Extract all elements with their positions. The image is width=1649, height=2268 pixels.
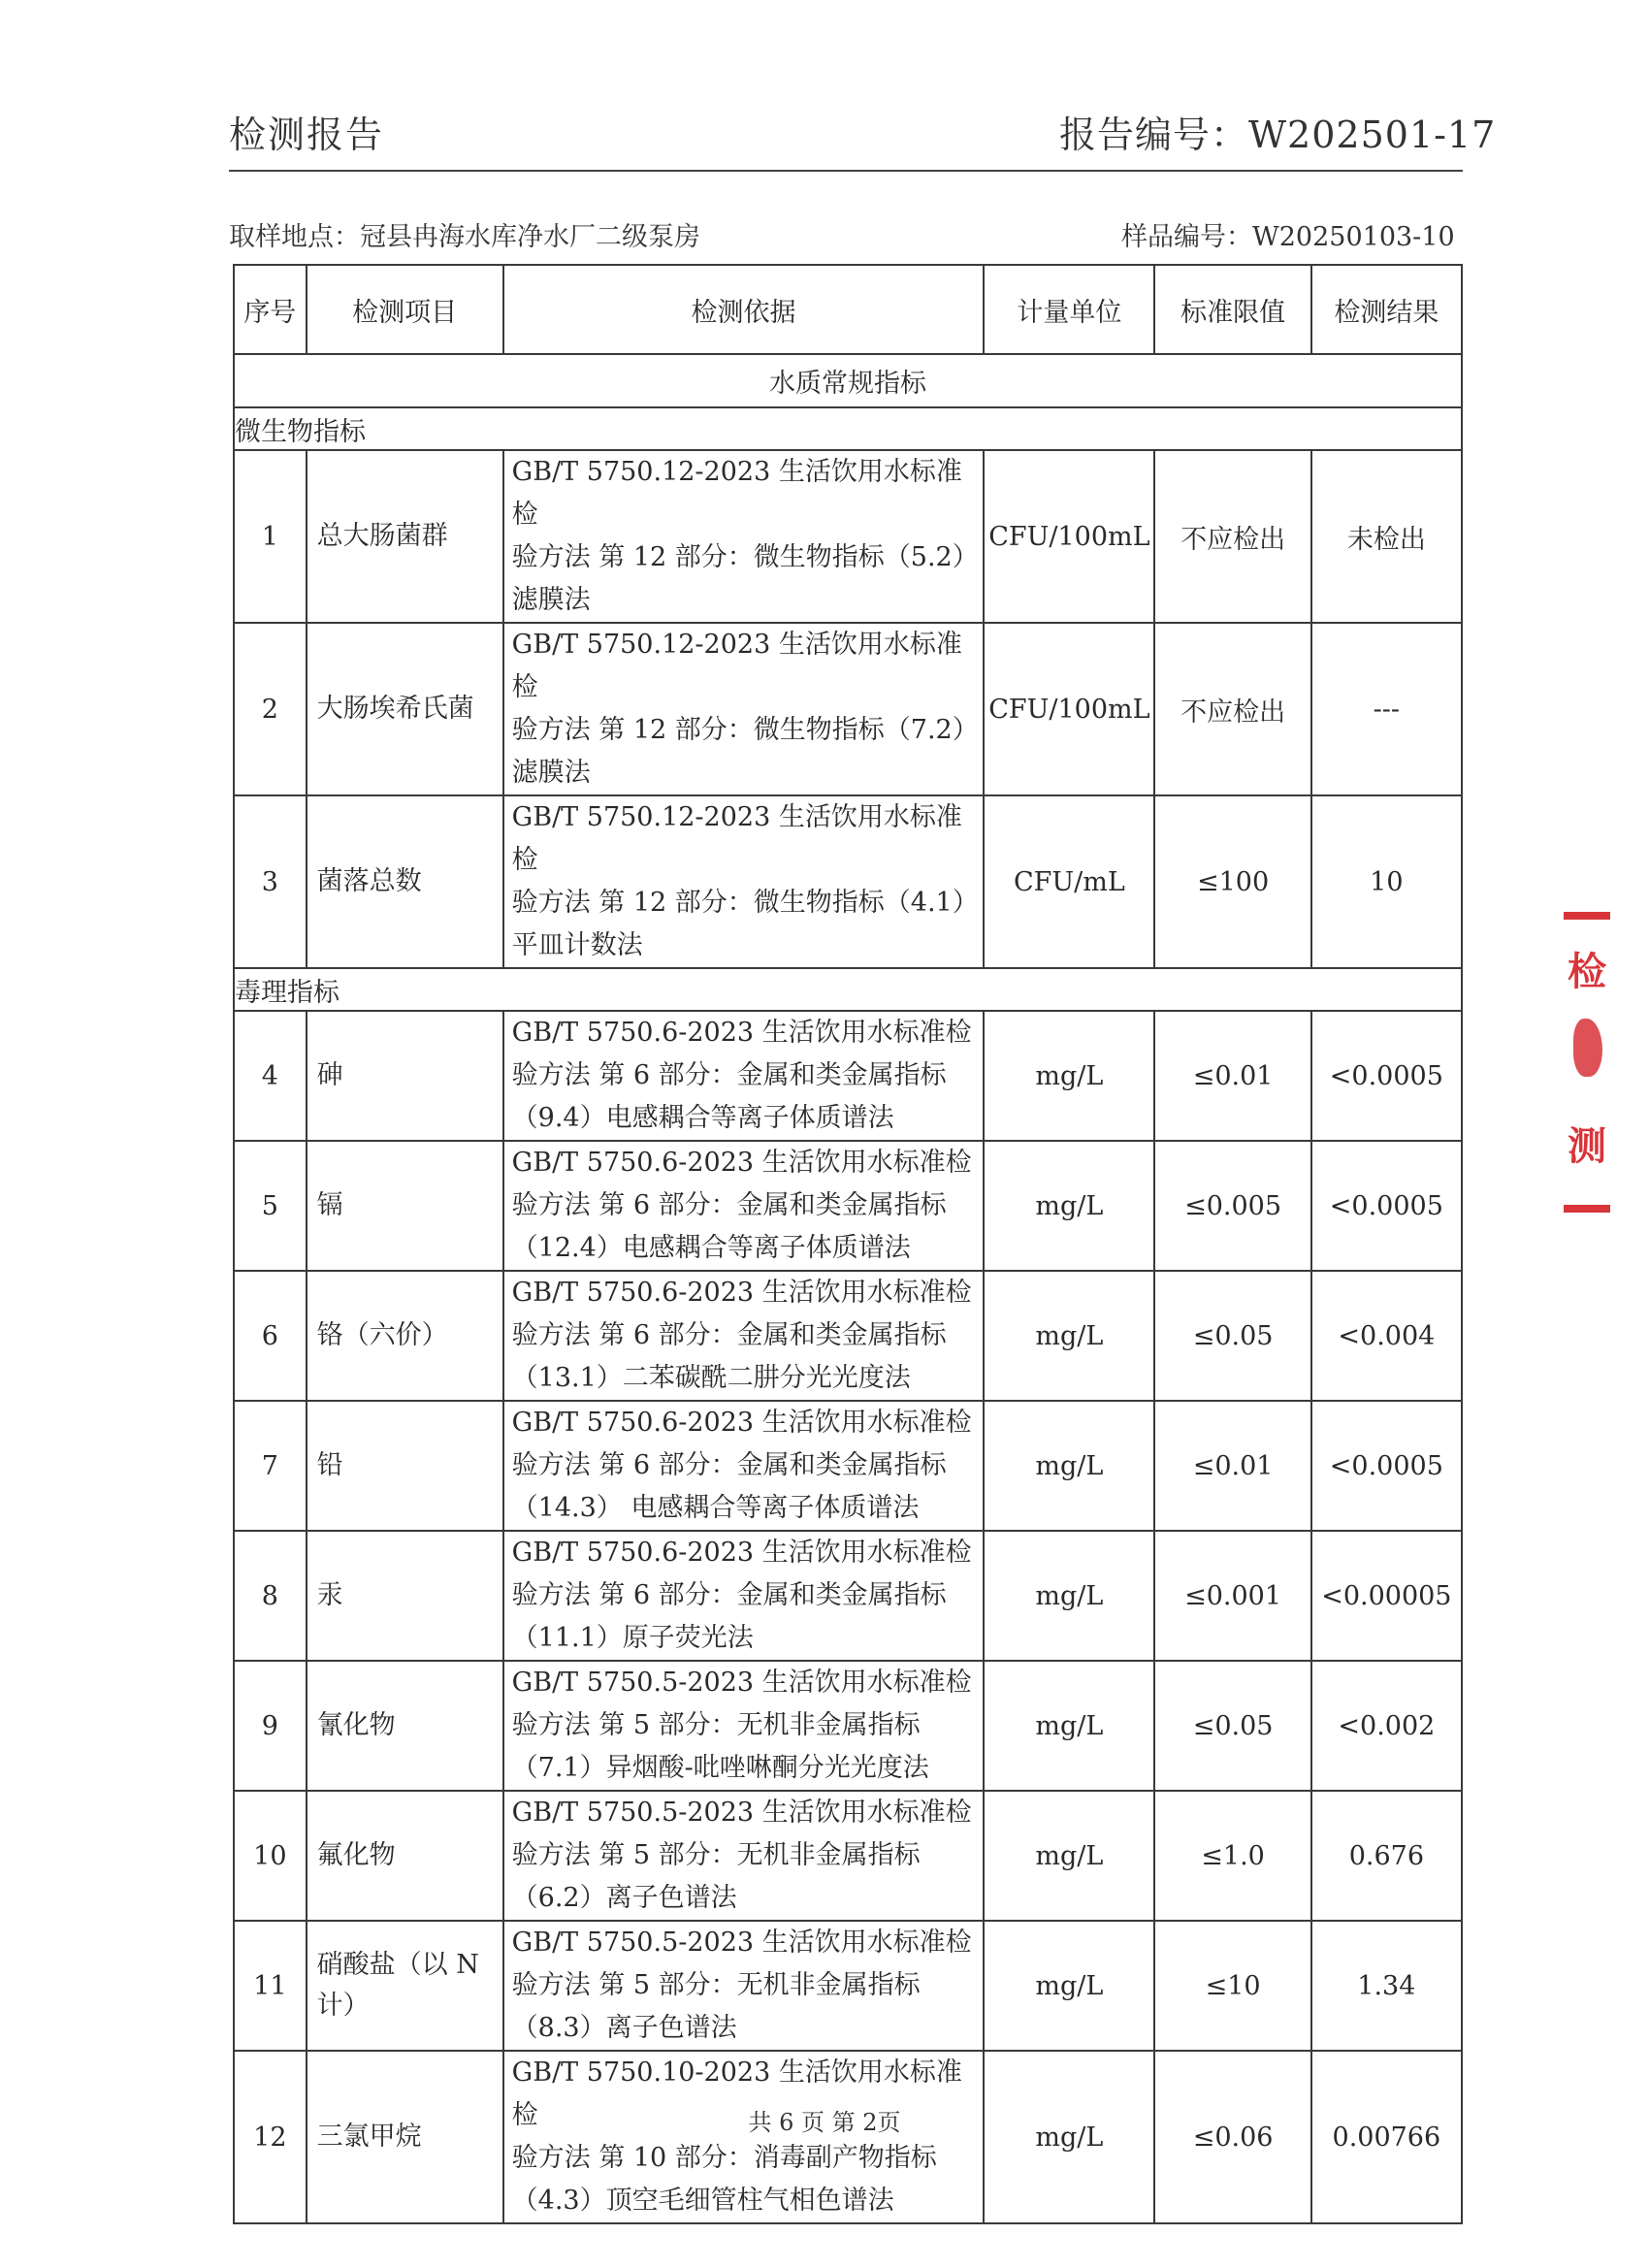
test-result: --- bbox=[1311, 623, 1462, 795]
test-result: 1.34 bbox=[1311, 1921, 1462, 2051]
unit: CFU/100mL bbox=[984, 623, 1154, 795]
col-header-limit: 标准限值 bbox=[1154, 265, 1310, 354]
test-result: <0.0005 bbox=[1311, 1401, 1462, 1531]
row-number: 9 bbox=[234, 1661, 307, 1791]
test-result: 10 bbox=[1311, 795, 1462, 968]
row-number: 11 bbox=[234, 1921, 307, 2051]
test-method bbox=[503, 795, 985, 968]
method-line: 验方法 第 5 部分：无机非金属指标 bbox=[511, 1840, 921, 1870]
section-row bbox=[234, 354, 1462, 407]
method-line: 验方法 第 12 部分：微生物指标（7.2） bbox=[511, 715, 979, 745]
table-row bbox=[234, 450, 1462, 623]
method-line: 验方法 第 6 部分：金属和类金属指标 bbox=[511, 1320, 947, 1350]
method-line: （7.1）异烟酸-吡唑啉酮分光光度法 bbox=[511, 1753, 929, 1783]
unit: mg/L bbox=[984, 1921, 1154, 2051]
method-line: 验方法 第 5 部分：无机非金属指标 bbox=[511, 1710, 921, 1740]
test-result: <0.004 bbox=[1311, 1271, 1462, 1401]
unit: mg/L bbox=[984, 1791, 1154, 1921]
test-results-table bbox=[233, 264, 1463, 2224]
method-line: 验方法 第 6 部分：金属和类金属指标 bbox=[511, 1580, 947, 1610]
test-item: 大肠埃希氏菌 bbox=[307, 623, 503, 795]
method-line: （8.3）离子色谱法 bbox=[511, 2013, 737, 2043]
method-line: 验方法 第 6 部分：金属和类金属指标 bbox=[511, 1190, 947, 1220]
standard-limit: ≤0.005 bbox=[1154, 1141, 1310, 1271]
unit: mg/L bbox=[984, 2051, 1154, 2223]
test-method bbox=[503, 1791, 985, 1921]
test-item: 氟化物 bbox=[307, 1791, 503, 1921]
table-row bbox=[234, 623, 1462, 795]
test-result: <0.0005 bbox=[1311, 1011, 1462, 1141]
col-header-item: 检测项目 bbox=[307, 265, 503, 354]
method-line: （11.1）原子荧光法 bbox=[511, 1623, 754, 1653]
col-header-no: 序号 bbox=[234, 265, 307, 354]
table-row bbox=[234, 1271, 1462, 1401]
method-line: 验方法 第 10 部分：消毒副产物指标 bbox=[511, 2143, 937, 2173]
unit: mg/L bbox=[984, 1141, 1154, 1271]
col-header-unit: 计量单位 bbox=[984, 265, 1154, 354]
method-line: GB/T 5750.6-2023 生活饮用水标准检 bbox=[511, 1018, 972, 1048]
method-line: GB/T 5750.6-2023 生活饮用水标准检 bbox=[511, 1538, 972, 1568]
seal-border-bottom bbox=[1564, 1205, 1610, 1213]
test-method bbox=[503, 1661, 985, 1791]
seal-char: 检 bbox=[1568, 949, 1606, 994]
standard-limit: ≤0.05 bbox=[1154, 1661, 1310, 1791]
row-number: 10 bbox=[234, 1791, 307, 1921]
standard-limit: ≤100 bbox=[1154, 795, 1310, 968]
sample-number: 样品编号：W20250103-10 bbox=[1121, 222, 1455, 252]
seal-border-top bbox=[1564, 912, 1610, 920]
seal-ink-blot bbox=[1573, 1019, 1602, 1077]
method-line: 滤膜法 bbox=[511, 758, 591, 788]
standard-limit: ≤0.06 bbox=[1154, 2051, 1310, 2223]
test-item: 三氯甲烷 bbox=[307, 2051, 503, 2223]
report-number: 报告编号：W202501-17 bbox=[1059, 113, 1497, 156]
col-header-method: 检测依据 bbox=[503, 265, 985, 354]
row-number: 4 bbox=[234, 1011, 307, 1141]
red-seal-stamp bbox=[1564, 912, 1612, 1213]
test-item: 铬（六价） bbox=[307, 1271, 503, 1401]
method-line: GB/T 5750.12-2023 生活饮用水标准检 bbox=[511, 457, 962, 530]
table-row bbox=[234, 1791, 1462, 1921]
method-line: GB/T 5750.6-2023 生活饮用水标准检 bbox=[511, 1408, 972, 1438]
method-line: 验方法 第 12 部分：微生物指标（5.2） bbox=[511, 542, 979, 572]
method-line: 验方法 第 12 部分：微生物指标（4.1） bbox=[511, 888, 979, 918]
table-row bbox=[234, 1141, 1462, 1271]
page-footer: 共 6 页 第 2页 bbox=[748, 2109, 901, 2136]
test-method bbox=[503, 1141, 985, 1271]
method-line: （13.1）二苯碳酰二肼分光光度法 bbox=[511, 1363, 911, 1393]
test-item: 汞 bbox=[307, 1531, 503, 1661]
method-line: （9.4）电感耦合等离子体质谱法 bbox=[511, 1103, 894, 1133]
standard-limit: 不应检出 bbox=[1154, 450, 1310, 623]
test-item: 砷 bbox=[307, 1011, 503, 1141]
sampling-location: 取样地点：冠县冉海水库净水厂二级泵房 bbox=[229, 222, 700, 252]
category-toxicology: 毒理指标 bbox=[234, 968, 1462, 1011]
unit: mg/L bbox=[984, 1271, 1154, 1401]
method-line: GB/T 5750.12-2023 生活饮用水标准检 bbox=[511, 630, 962, 702]
test-item: 硝酸盐（以 N 计） bbox=[307, 1921, 503, 2051]
test-method bbox=[503, 450, 985, 623]
test-result: <0.002 bbox=[1311, 1661, 1462, 1791]
row-number: 6 bbox=[234, 1271, 307, 1401]
unit: mg/L bbox=[984, 1531, 1154, 1661]
row-number: 2 bbox=[234, 623, 307, 795]
method-line: GB/T 5750.5-2023 生活饮用水标准检 bbox=[511, 1798, 972, 1828]
table-row bbox=[234, 1011, 1462, 1141]
table-row bbox=[234, 1531, 1462, 1661]
test-result: 0.676 bbox=[1311, 1791, 1462, 1921]
test-item: 氰化物 bbox=[307, 1661, 503, 1791]
test-method bbox=[503, 1401, 985, 1531]
row-number: 3 bbox=[234, 795, 307, 968]
test-item: 总大肠菌群 bbox=[307, 450, 503, 623]
section-title: 水质常规指标 bbox=[234, 354, 1462, 407]
method-line: （4.3）顶空毛细管柱气相色谱法 bbox=[511, 2186, 894, 2216]
test-method bbox=[503, 1531, 985, 1661]
row-number: 8 bbox=[234, 1531, 307, 1661]
method-line: （14.3） 电感耦合等离子体质谱法 bbox=[511, 1493, 920, 1523]
test-result: <0.00005 bbox=[1311, 1531, 1462, 1661]
category-row bbox=[234, 407, 1462, 450]
method-line: GB/T 5750.5-2023 生活饮用水标准检 bbox=[511, 1668, 972, 1698]
table-row bbox=[234, 795, 1462, 968]
test-item: 镉 bbox=[307, 1141, 503, 1271]
col-header-result: 检测结果 bbox=[1311, 265, 1462, 354]
row-number: 5 bbox=[234, 1141, 307, 1271]
unit: CFU/mL bbox=[984, 795, 1154, 968]
seal-char: 测 bbox=[1568, 1123, 1606, 1169]
test-method bbox=[503, 1011, 985, 1141]
table-header-row bbox=[234, 265, 1462, 354]
test-result: <0.0005 bbox=[1311, 1141, 1462, 1271]
test-item: 菌落总数 bbox=[307, 795, 503, 968]
row-number: 7 bbox=[234, 1401, 307, 1531]
method-line: GB/T 5750.12-2023 生活饮用水标准检 bbox=[511, 802, 962, 875]
row-number: 1 bbox=[234, 450, 307, 623]
table-row bbox=[234, 1401, 1462, 1531]
row-number: 12 bbox=[234, 2051, 307, 2223]
test-method bbox=[503, 2051, 985, 2223]
method-line: GB/T 5750.10-2023 生活饮用水标准检 bbox=[511, 2057, 962, 2130]
method-line: GB/T 5750.6-2023 生活饮用水标准检 bbox=[511, 1278, 972, 1308]
unit: mg/L bbox=[984, 1661, 1154, 1791]
method-line: 平皿计数法 bbox=[511, 930, 643, 960]
standard-limit: ≤0.01 bbox=[1154, 1401, 1310, 1531]
method-line: GB/T 5750.5-2023 生活饮用水标准检 bbox=[511, 1928, 972, 1958]
standard-limit: ≤1.0 bbox=[1154, 1791, 1310, 1921]
unit: CFU/100mL bbox=[984, 450, 1154, 623]
test-method bbox=[503, 1921, 985, 2051]
standard-limit: ≤10 bbox=[1154, 1921, 1310, 2051]
header-divider bbox=[229, 170, 1463, 172]
report-title: 检测报告 bbox=[229, 113, 385, 156]
method-line: （6.2）离子色谱法 bbox=[511, 1883, 737, 1913]
test-item: 铅 bbox=[307, 1401, 503, 1531]
standard-limit: ≤0.01 bbox=[1154, 1011, 1310, 1141]
method-line: （12.4）电感耦合等离子体质谱法 bbox=[511, 1233, 911, 1263]
method-line: GB/T 5750.6-2023 生活饮用水标准检 bbox=[511, 1148, 972, 1178]
category-microbial: 微生物指标 bbox=[234, 407, 1462, 450]
method-line: 验方法 第 5 部分：无机非金属指标 bbox=[511, 1970, 921, 2000]
test-result: 未检出 bbox=[1311, 450, 1462, 623]
standard-limit: 不应检出 bbox=[1154, 623, 1310, 795]
method-line: 验方法 第 6 部分：金属和类金属指标 bbox=[511, 1060, 947, 1090]
standard-limit: ≤0.001 bbox=[1154, 1531, 1310, 1661]
table-row bbox=[234, 1661, 1462, 1791]
table-row bbox=[234, 1921, 1462, 2051]
category-row bbox=[234, 968, 1462, 1011]
standard-limit: ≤0.05 bbox=[1154, 1271, 1310, 1401]
test-method bbox=[503, 1271, 985, 1401]
test-method bbox=[503, 623, 985, 795]
method-line: 滤膜法 bbox=[511, 585, 591, 615]
unit: mg/L bbox=[984, 1011, 1154, 1141]
test-result: 0.00766 bbox=[1311, 2051, 1462, 2223]
table-row bbox=[234, 2051, 1462, 2223]
method-line: 验方法 第 6 部分：金属和类金属指标 bbox=[511, 1450, 947, 1480]
unit: mg/L bbox=[984, 1401, 1154, 1531]
